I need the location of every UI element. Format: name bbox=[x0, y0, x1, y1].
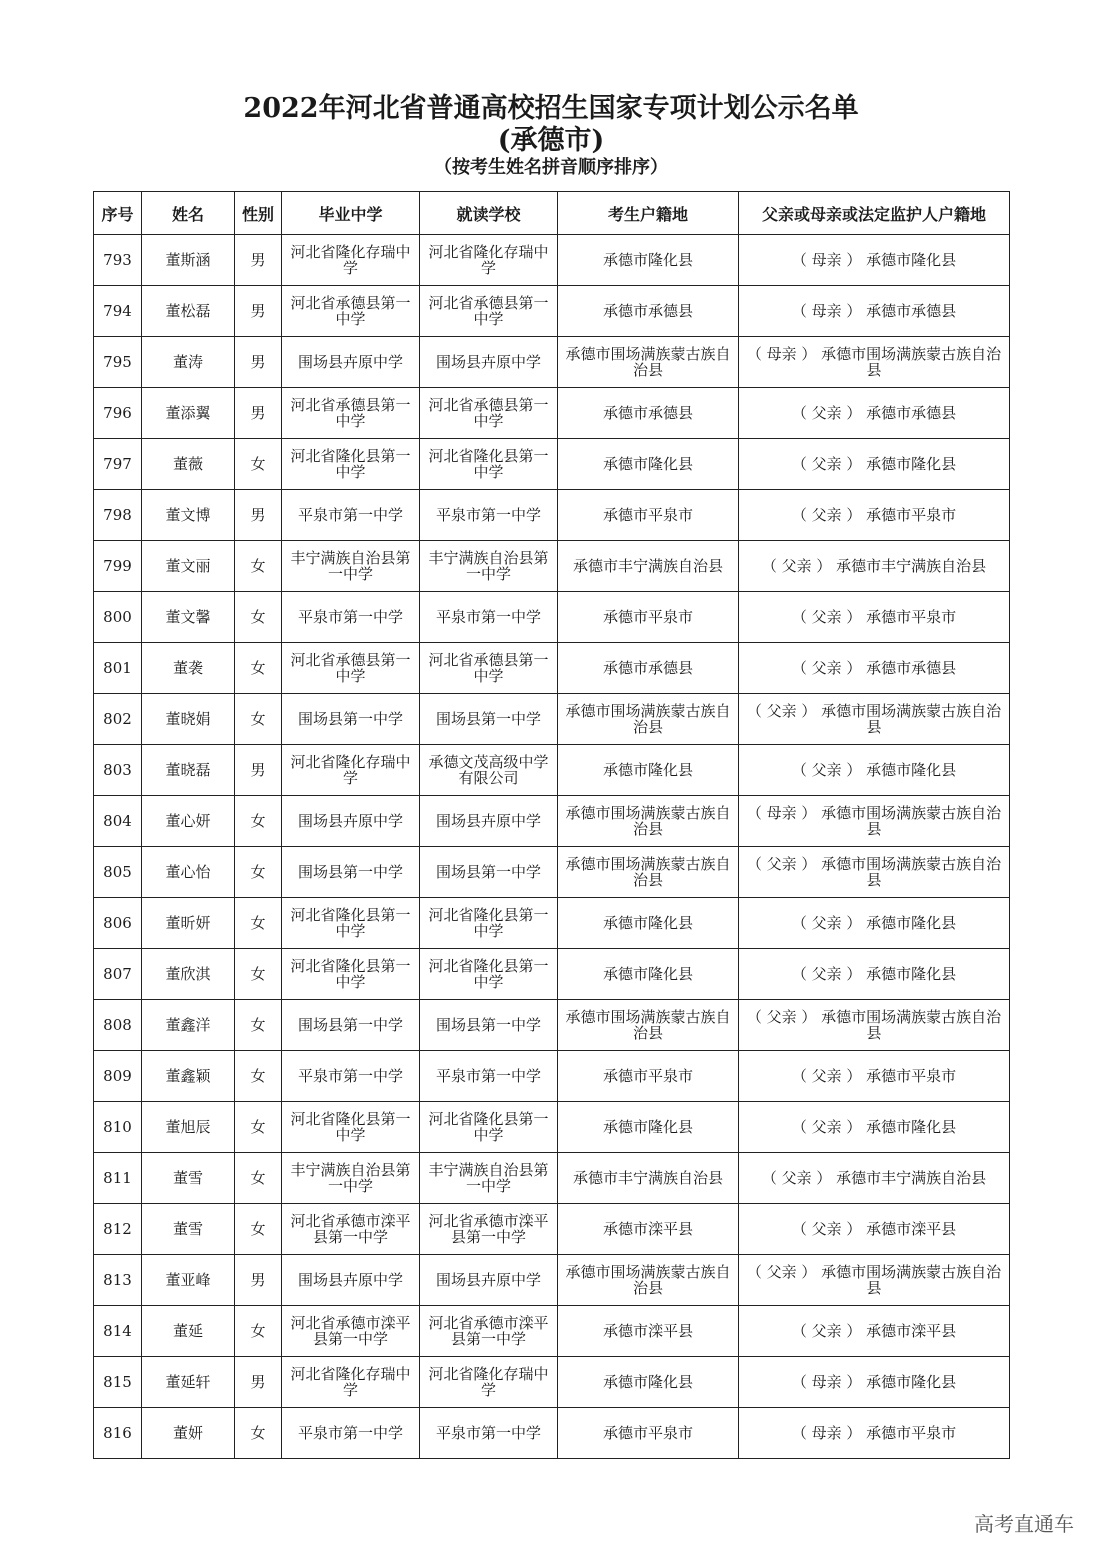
name-cell: 董心怡 bbox=[142, 847, 235, 898]
name-cell: 董涛 bbox=[142, 337, 235, 388]
table-row bbox=[94, 388, 1010, 439]
table-row bbox=[94, 1204, 1010, 1255]
table-row bbox=[94, 490, 1010, 541]
current-school-cell: 河北省隆化县第一中学 bbox=[420, 439, 558, 490]
current-school-cell: 河北省承德县第一中学 bbox=[420, 643, 558, 694]
household-registration-cell: 承德市围场满族蒙古族自治县 bbox=[558, 796, 739, 847]
graduate-school-cell: 河北省承德市滦平县第一中学 bbox=[282, 1204, 420, 1255]
table-row bbox=[94, 745, 1010, 796]
seq-cell: 810 bbox=[94, 1102, 142, 1153]
household-registration-cell: 承德市滦平县 bbox=[558, 1306, 739, 1357]
graduate-school-cell: 河北省隆化县第一中学 bbox=[282, 949, 420, 1000]
graduate-school-cell: 河北省承德县第一中学 bbox=[282, 643, 420, 694]
current-school-cell: 丰宁满族自治县第一中学 bbox=[420, 541, 558, 592]
gender-cell: 女 bbox=[235, 694, 282, 745]
guardian-registration-cell: （ 父亲 ） 承德市隆化县 bbox=[739, 1102, 1010, 1153]
household-registration-cell: 承德市围场满族蒙古族自治县 bbox=[558, 847, 739, 898]
name-cell: 董心妍 bbox=[142, 796, 235, 847]
gender-cell: 男 bbox=[235, 235, 282, 286]
guardian-registration-cell: （ 母亲 ） 承德市隆化县 bbox=[739, 235, 1010, 286]
name-cell: 董松磊 bbox=[142, 286, 235, 337]
household-registration-cell: 承德市丰宁满族自治县 bbox=[558, 541, 739, 592]
household-registration-cell: 承德市平泉市 bbox=[558, 490, 739, 541]
seq-cell: 805 bbox=[94, 847, 142, 898]
seq-cell: 803 bbox=[94, 745, 142, 796]
household-registration-cell: 承德市围场满族蒙古族自治县 bbox=[558, 694, 739, 745]
table-row bbox=[94, 1102, 1010, 1153]
graduate-school-cell: 河北省隆化县第一中学 bbox=[282, 439, 420, 490]
seq-cell: 798 bbox=[94, 490, 142, 541]
graduate-school-cell: 丰宁满族自治县第一中学 bbox=[282, 541, 420, 592]
graduate-school-cell: 河北省隆化存瑞中学 bbox=[282, 745, 420, 796]
seq-cell: 814 bbox=[94, 1306, 142, 1357]
graduate-school-cell: 围场县第一中学 bbox=[282, 1000, 420, 1051]
seq-cell: 808 bbox=[94, 1000, 142, 1051]
table-row bbox=[94, 541, 1010, 592]
seq-cell: 807 bbox=[94, 949, 142, 1000]
seq-cell: 796 bbox=[94, 388, 142, 439]
name-cell: 董昕妍 bbox=[142, 898, 235, 949]
current-school-cell: 平泉市第一中学 bbox=[420, 592, 558, 643]
seq-cell: 802 bbox=[94, 694, 142, 745]
guardian-registration-cell: （ 母亲 ） 承德市平泉市 bbox=[739, 1408, 1010, 1459]
household-registration-cell: 承德市围场满族蒙古族自治县 bbox=[558, 337, 739, 388]
header-seq: 序号 bbox=[94, 192, 142, 235]
gender-cell: 女 bbox=[235, 949, 282, 1000]
household-registration-cell: 承德市承德县 bbox=[558, 643, 739, 694]
guardian-registration-cell: （ 父亲 ） 承德市围场满族蒙古族自治县 bbox=[739, 847, 1010, 898]
name-cell: 董鑫洋 bbox=[142, 1000, 235, 1051]
gender-cell: 女 bbox=[235, 541, 282, 592]
gender-cell: 女 bbox=[235, 439, 282, 490]
seq-cell: 815 bbox=[94, 1357, 142, 1408]
graduate-school-cell: 平泉市第一中学 bbox=[282, 592, 420, 643]
table-row bbox=[94, 1000, 1010, 1051]
current-school-cell: 围场县第一中学 bbox=[420, 1000, 558, 1051]
table-row bbox=[94, 949, 1010, 1000]
graduate-school-cell: 平泉市第一中学 bbox=[282, 490, 420, 541]
guardian-registration-cell: （ 父亲 ） 承德市滦平县 bbox=[739, 1306, 1010, 1357]
household-registration-cell: 承德市平泉市 bbox=[558, 1408, 739, 1459]
guardian-registration-cell: （ 父亲 ） 承德市平泉市 bbox=[739, 490, 1010, 541]
gender-cell: 男 bbox=[235, 1255, 282, 1306]
current-school-cell: 河北省承德县第一中学 bbox=[420, 286, 558, 337]
guardian-registration-cell: （ 父亲 ） 承德市承德县 bbox=[739, 388, 1010, 439]
gender-cell: 女 bbox=[235, 898, 282, 949]
household-registration-cell: 承德市滦平县 bbox=[558, 1204, 739, 1255]
seq-cell: 806 bbox=[94, 898, 142, 949]
current-school-cell: 平泉市第一中学 bbox=[420, 1408, 558, 1459]
current-school-cell: 河北省隆化县第一中学 bbox=[420, 1102, 558, 1153]
household-registration-cell: 承德市隆化县 bbox=[558, 949, 739, 1000]
household-registration-cell: 承德市承德县 bbox=[558, 286, 739, 337]
table-row bbox=[94, 898, 1010, 949]
household-registration-cell: 承德市围场满族蒙古族自治县 bbox=[558, 1000, 739, 1051]
household-registration-cell: 承德市隆化县 bbox=[558, 1357, 739, 1408]
table-row bbox=[94, 1255, 1010, 1306]
seq-cell: 794 bbox=[94, 286, 142, 337]
guardian-registration-cell: （ 父亲 ） 承德市隆化县 bbox=[739, 898, 1010, 949]
guardian-registration-cell: （ 母亲 ） 承德市承德县 bbox=[739, 286, 1010, 337]
graduate-school-cell: 丰宁满族自治县第一中学 bbox=[282, 1153, 420, 1204]
roster-table bbox=[93, 191, 1010, 1459]
seq-cell: 795 bbox=[94, 337, 142, 388]
current-school-cell: 围场县第一中学 bbox=[420, 847, 558, 898]
name-cell: 董晓磊 bbox=[142, 745, 235, 796]
gender-cell: 男 bbox=[235, 745, 282, 796]
guardian-registration-cell: （ 父亲 ） 承德市平泉市 bbox=[739, 1051, 1010, 1102]
table-row bbox=[94, 1408, 1010, 1459]
gender-cell: 男 bbox=[235, 490, 282, 541]
gender-cell: 女 bbox=[235, 1153, 282, 1204]
table-row bbox=[94, 694, 1010, 745]
seq-cell: 800 bbox=[94, 592, 142, 643]
gender-cell: 男 bbox=[235, 337, 282, 388]
household-registration-cell: 承德市隆化县 bbox=[558, 439, 739, 490]
table-header-row bbox=[94, 192, 1010, 235]
table-row bbox=[94, 1153, 1010, 1204]
seq-cell: 809 bbox=[94, 1051, 142, 1102]
gender-cell: 女 bbox=[235, 847, 282, 898]
current-school-cell: 河北省隆化存瑞中学 bbox=[420, 1357, 558, 1408]
seq-cell: 813 bbox=[94, 1255, 142, 1306]
document-subtitle-city: (承德市) bbox=[497, 125, 605, 156]
seq-cell: 799 bbox=[94, 541, 142, 592]
guardian-registration-cell: （ 父亲 ） 承德市丰宁满族自治县 bbox=[739, 541, 1010, 592]
header-graduate-school: 毕业中学 bbox=[282, 192, 420, 235]
table-row bbox=[94, 1051, 1010, 1102]
graduate-school-cell: 河北省隆化存瑞中学 bbox=[282, 1357, 420, 1408]
table-row bbox=[94, 1306, 1010, 1357]
header-current-school: 就读学校 bbox=[420, 192, 558, 235]
gender-cell: 男 bbox=[235, 1357, 282, 1408]
name-cell: 董袭 bbox=[142, 643, 235, 694]
name-cell: 董雪 bbox=[142, 1204, 235, 1255]
current-school-cell: 平泉市第一中学 bbox=[420, 1051, 558, 1102]
gender-cell: 女 bbox=[235, 796, 282, 847]
table-row bbox=[94, 286, 1010, 337]
graduate-school-cell: 围场县卉原中学 bbox=[282, 1255, 420, 1306]
header-name: 姓名 bbox=[142, 192, 235, 235]
graduate-school-cell: 河北省隆化县第一中学 bbox=[282, 898, 420, 949]
current-school-cell: 河北省隆化县第一中学 bbox=[420, 949, 558, 1000]
seq-cell: 801 bbox=[94, 643, 142, 694]
guardian-registration-cell: （ 母亲 ） 承德市围场满族蒙古族自治县 bbox=[739, 796, 1010, 847]
name-cell: 董斯涵 bbox=[142, 235, 235, 286]
graduate-school-cell: 平泉市第一中学 bbox=[282, 1408, 420, 1459]
current-school-cell: 围场县卉原中学 bbox=[420, 796, 558, 847]
graduate-school-cell: 平泉市第一中学 bbox=[282, 1051, 420, 1102]
household-registration-cell: 承德市隆化县 bbox=[558, 745, 739, 796]
seq-cell: 804 bbox=[94, 796, 142, 847]
guardian-registration-cell: （ 父亲 ） 承德市围场满族蒙古族自治县 bbox=[739, 694, 1010, 745]
gender-cell: 女 bbox=[235, 1051, 282, 1102]
current-school-cell: 河北省隆化存瑞中学 bbox=[420, 235, 558, 286]
current-school-cell: 河北省承德市滦平县第一中学 bbox=[420, 1306, 558, 1357]
current-school-cell: 围场县卉原中学 bbox=[420, 1255, 558, 1306]
gender-cell: 女 bbox=[235, 1102, 282, 1153]
current-school-cell: 河北省承德县第一中学 bbox=[420, 388, 558, 439]
table-row bbox=[94, 439, 1010, 490]
guardian-registration-cell: （ 母亲 ） 承德市隆化县 bbox=[739, 1357, 1010, 1408]
header-household-registration: 考生户籍地 bbox=[558, 192, 739, 235]
table-row bbox=[94, 1357, 1010, 1408]
guardian-registration-cell: （ 父亲 ） 承德市隆化县 bbox=[739, 745, 1010, 796]
seq-cell: 812 bbox=[94, 1204, 142, 1255]
guardian-registration-cell: （ 父亲 ） 承德市平泉市 bbox=[739, 592, 1010, 643]
header-gender: 性别 bbox=[235, 192, 282, 235]
name-cell: 董鑫颖 bbox=[142, 1051, 235, 1102]
roster-body bbox=[94, 235, 1010, 1459]
name-cell: 董文馨 bbox=[142, 592, 235, 643]
graduate-school-cell: 围场县第一中学 bbox=[282, 847, 420, 898]
gender-cell: 男 bbox=[235, 286, 282, 337]
household-registration-cell: 承德市平泉市 bbox=[558, 592, 739, 643]
household-registration-cell: 承德市隆化县 bbox=[558, 235, 739, 286]
gender-cell: 女 bbox=[235, 1306, 282, 1357]
seq-cell: 816 bbox=[94, 1408, 142, 1459]
household-registration-cell: 承德市承德县 bbox=[558, 388, 739, 439]
graduate-school-cell: 围场县第一中学 bbox=[282, 694, 420, 745]
gender-cell: 女 bbox=[235, 1000, 282, 1051]
name-cell: 董妍 bbox=[142, 1408, 235, 1459]
name-cell: 董雪 bbox=[142, 1153, 235, 1204]
name-cell: 董晓娟 bbox=[142, 694, 235, 745]
current-school-cell: 河北省承德市滦平县第一中学 bbox=[420, 1204, 558, 1255]
watermark-logo: 高考直通车 bbox=[974, 1512, 1074, 1536]
name-cell: 董添翼 bbox=[142, 388, 235, 439]
name-cell: 董文博 bbox=[142, 490, 235, 541]
graduate-school-cell: 河北省隆化县第一中学 bbox=[282, 1102, 420, 1153]
graduate-school-cell: 河北省承德县第一中学 bbox=[282, 388, 420, 439]
gender-cell: 男 bbox=[235, 388, 282, 439]
current-school-cell: 围场县第一中学 bbox=[420, 694, 558, 745]
household-registration-cell: 承德市丰宁满族自治县 bbox=[558, 1153, 739, 1204]
name-cell: 董亚峰 bbox=[142, 1255, 235, 1306]
seq-cell: 811 bbox=[94, 1153, 142, 1204]
table-row bbox=[94, 235, 1010, 286]
guardian-registration-cell: （ 母亲 ） 承德市围场满族蒙古族自治县 bbox=[739, 337, 1010, 388]
table-row bbox=[94, 592, 1010, 643]
seq-cell: 797 bbox=[94, 439, 142, 490]
document-title: 2022年河北省普通高校招生国家专项计划公示名单 bbox=[243, 93, 859, 124]
graduate-school-cell: 河北省承德县第一中学 bbox=[282, 286, 420, 337]
current-school-cell: 承德文茂高级中学有限公司 bbox=[420, 745, 558, 796]
name-cell: 董旭辰 bbox=[142, 1102, 235, 1153]
table-row bbox=[94, 796, 1010, 847]
household-registration-cell: 承德市隆化县 bbox=[558, 1102, 739, 1153]
graduate-school-cell: 河北省隆化存瑞中学 bbox=[282, 235, 420, 286]
household-registration-cell: 承德市围场满族蒙古族自治县 bbox=[558, 1255, 739, 1306]
gender-cell: 女 bbox=[235, 643, 282, 694]
header-guardian-registration: 父亲或母亲或法定监护人户籍地 bbox=[739, 192, 1010, 235]
document-sort-note: （按考生姓名拼音顺序排序） bbox=[434, 157, 668, 178]
name-cell: 董延轩 bbox=[142, 1357, 235, 1408]
guardian-registration-cell: （ 父亲 ） 承德市隆化县 bbox=[739, 439, 1010, 490]
current-school-cell: 围场县卉原中学 bbox=[420, 337, 558, 388]
guardian-registration-cell: （ 父亲 ） 承德市承德县 bbox=[739, 643, 1010, 694]
name-cell: 董延 bbox=[142, 1306, 235, 1357]
graduate-school-cell: 河北省承德市滦平县第一中学 bbox=[282, 1306, 420, 1357]
guardian-registration-cell: （ 父亲 ） 承德市围场满族蒙古族自治县 bbox=[739, 1255, 1010, 1306]
guardian-registration-cell: （ 父亲 ） 承德市丰宁满族自治县 bbox=[739, 1153, 1010, 1204]
name-cell: 董薇 bbox=[142, 439, 235, 490]
guardian-registration-cell: （ 父亲 ） 承德市围场满族蒙古族自治县 bbox=[739, 1000, 1010, 1051]
gender-cell: 女 bbox=[235, 1408, 282, 1459]
current-school-cell: 丰宁满族自治县第一中学 bbox=[420, 1153, 558, 1204]
household-registration-cell: 承德市平泉市 bbox=[558, 1051, 739, 1102]
name-cell: 董文丽 bbox=[142, 541, 235, 592]
gender-cell: 女 bbox=[235, 1204, 282, 1255]
current-school-cell: 河北省隆化县第一中学 bbox=[420, 898, 558, 949]
name-cell: 董欣淇 bbox=[142, 949, 235, 1000]
graduate-school-cell: 围场县卉原中学 bbox=[282, 796, 420, 847]
table-row bbox=[94, 643, 1010, 694]
household-registration-cell: 承德市隆化县 bbox=[558, 898, 739, 949]
table-row bbox=[94, 847, 1010, 898]
guardian-registration-cell: （ 父亲 ） 承德市滦平县 bbox=[739, 1204, 1010, 1255]
guardian-registration-cell: （ 父亲 ） 承德市隆化县 bbox=[739, 949, 1010, 1000]
gender-cell: 女 bbox=[235, 592, 282, 643]
seq-cell: 793 bbox=[94, 235, 142, 286]
graduate-school-cell: 围场县卉原中学 bbox=[282, 337, 420, 388]
current-school-cell: 平泉市第一中学 bbox=[420, 490, 558, 541]
table-row bbox=[94, 337, 1010, 388]
